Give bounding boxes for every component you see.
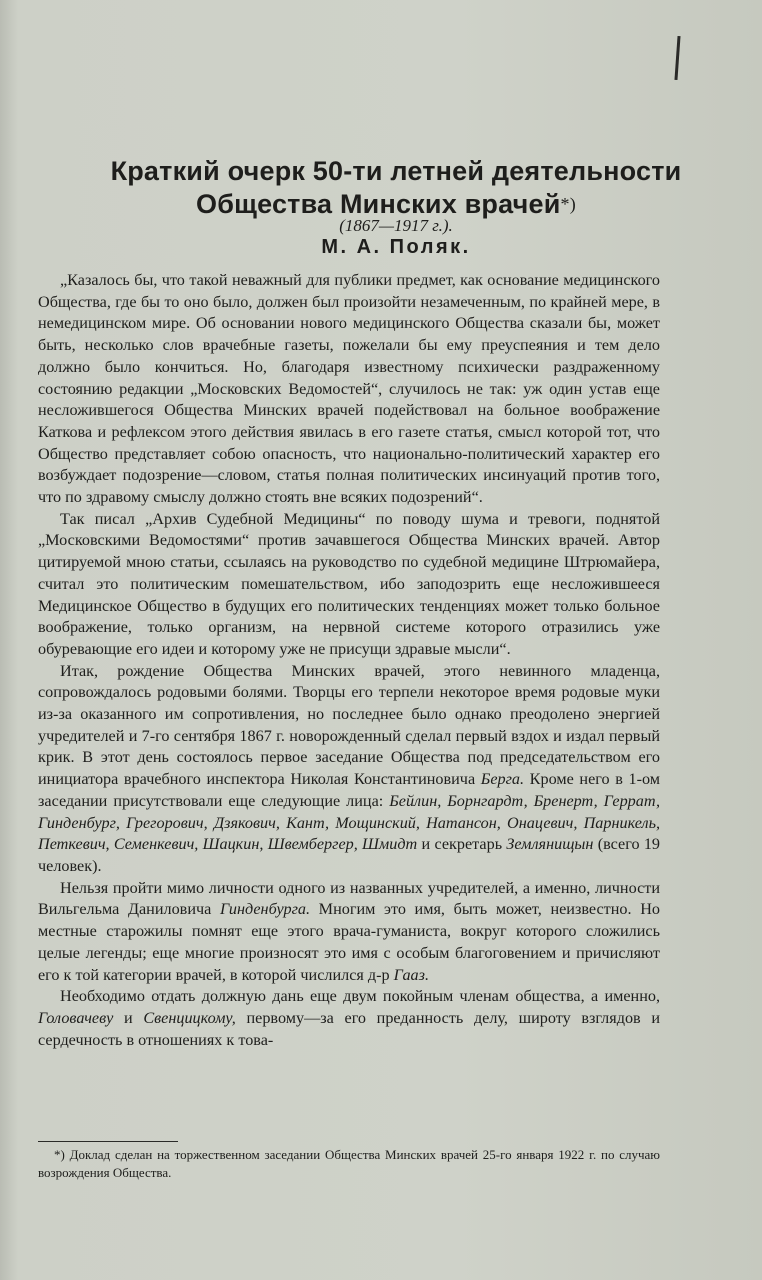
article-body xyxy=(38,270,660,1051)
italic-text-run: Свенцицкому, xyxy=(143,1008,236,1027)
text-run: и секретарь xyxy=(417,835,507,854)
paragraph xyxy=(38,986,660,1051)
text-run: первому—за его преданность делу, широту взглядов и сердечность в отношениях к това- xyxy=(38,1008,660,1049)
text-run: Так писал „Архив Судебной Медицины“ по поводу шума и тревоги, поднятой „Московскими Ведомостями“ против зачавшегося Общества Минских врачей. Автор цитируемой мною статьи, ссылаясь на руководство по судебной медицине Штрюмайера, считал это политическим помешательством, ибо заподозрить еще несложившееся Медицинское Общество в будущих его политических тенденциях может только больное воображение, только организм, на нервной системе которого отразились уже обуревающие его идеи и которому уже не присущи здравые мысли“. xyxy=(38,509,660,658)
text-run: (всего 19 человек). xyxy=(38,835,661,875)
italic-text-run: Гинденбурга. xyxy=(219,900,311,919)
footnote: *) Доклад сделан на торжественном заседании Общества Минских врачей 25-го января 1922 г. по случаю возрождения Общества. xyxy=(38,1147,660,1180)
text-run: Нельзя пройти мимо личности одного из названных учредителей, а именно, личности Вильгельма Даниловича xyxy=(38,878,660,919)
paragraph xyxy=(38,878,660,987)
italic-text-run: Землянищын xyxy=(506,835,594,854)
article-title xyxy=(0,155,762,221)
article-author: М. А. Поляк. xyxy=(321,236,471,258)
text-run: Итак, рождение Общества Минских врачей, этого невинного младенца, сопровождалось родовыми болями. Творцы его терпели некоторое время родовые муки из-за оказанного им сопротивления, но последнее было однако преодолено энергией учредителей и 7-го сентября 1867 г. новорожденный сделал первый вздох и издал первый крик. В этот день состоялось первое заседание Общества под председательством его инициатора врачебного инспектора Николая Константиновича xyxy=(38,661,660,789)
pen-mark xyxy=(674,36,680,80)
italic-text-run: Гааз. xyxy=(393,965,430,984)
text-run: Необходимо отдать должную дань еще двум покойным членам общества, а именно, xyxy=(60,987,660,1006)
text-run: и xyxy=(113,1008,144,1027)
paragraph xyxy=(38,270,660,509)
title-line-1: Краткий очерк 50-ти летней деятельности xyxy=(110,156,682,186)
italic-text-run: Бейлин, Борнгардт, Бренерт, Геррат, Гинденбург, Грегорович, Дзякович, Кант, Мощинский, Натансон, Онацевич, Парникель, Петкевич, Семенкевич, Шацкин, Швембергер, Шмидт xyxy=(38,791,660,854)
text-run: Многим это имя, быть может, неизвестно. Но местные старожилы помнят еще этого врача-гуманиста, вокруг которого сложились целые легенды; еще многие произносят это имя с особым благоговением и причисляют его к той категории врачей, в которой числился д-р xyxy=(38,900,660,984)
title-line-2-text: Общества Минских врачей xyxy=(196,189,561,219)
article-years: (1867—1917 г.). xyxy=(339,216,453,235)
text-run: „Казалось бы, что такой неважный для публики предмет, как основание медицинского Общества, где бы то оно было, должен был произойти незамеченным, по крайней мере, в немедицинском мире. Об основании нового медицинского Общества сказали бы, может быть, несколько слов врачебные газеты, пожелали бы ему преуспеяния и тем дело должно было кончиться. Но, благодаря известному психически раздраженному состоянию редакции „Московских Ведомостей“, случилось не так: уж один устав еще несложившегося Общества Минских врачей подействовал на больное воображение Каткова и рефлексом этого действия явилась в его газете статья, смысл которой тот, что Общество представляет собою опасность, что национально-политический характер его возбуждает подозрение—словом, статья полная политических инсинуаций против того, что по здравому смыслу должно стоять вне всяких подозрений“. xyxy=(38,271,660,507)
footnote-rule xyxy=(38,1141,178,1142)
italic-text-run: Головачеву xyxy=(38,1008,114,1027)
paragraph xyxy=(38,509,660,661)
footnote-marker: *) xyxy=(560,194,576,214)
text-run: Кроме него в 1-ом заседании присутствовали еще следующие лица: xyxy=(38,770,660,810)
italic-text-run: Берга. xyxy=(480,770,525,789)
paragraph xyxy=(38,661,660,878)
